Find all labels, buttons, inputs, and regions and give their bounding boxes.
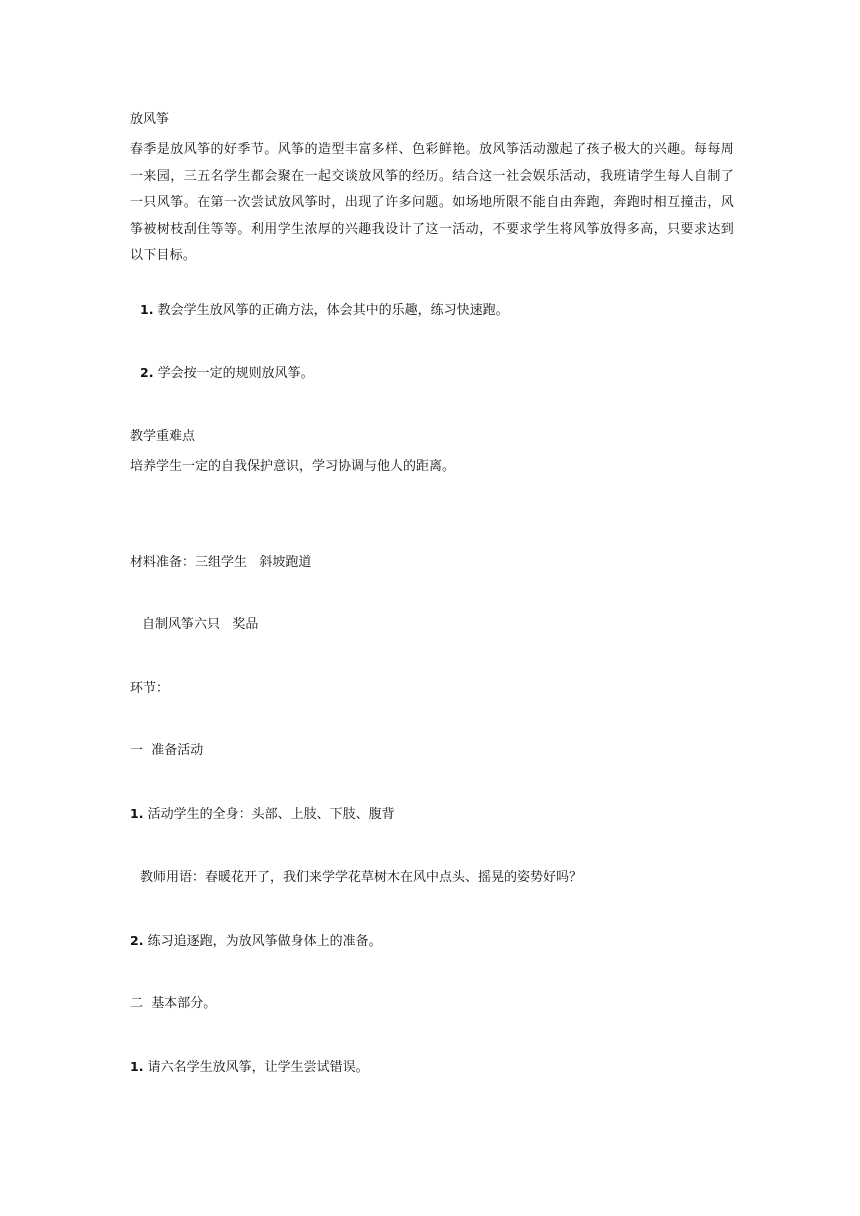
materials-line-2: 自制风筝六只 奖品 [142, 617, 259, 632]
section-2-heading: 二 基本部分。 [130, 996, 217, 1011]
intro-paragraph: 春季是放风筝的好季节。风筝的造型丰富多样、色彩鲜艳。放风筝活动激起了孩子极大的兴趣。每每周一来园，三五名学生都会聚在一起交谈放风筝的经历。结合这一社会娱乐活动，我班请学生每人自制了一只风筝。在第一次尝试放风筝时，出现了许多问题。如场地所限不能自由奔跑，奔跑时相互撞击，风筝被树枝刮住等等。利用学生浓厚的兴趣我设计了这一活动，不要求学生将风筝放得多高，只要求达到以下目标。 [130, 142, 734, 263]
section-1-heading: 一 准备活动 [130, 743, 204, 758]
goal-text: 学会按一定的规则放风筝。 [157, 366, 314, 381]
teacher-speech: 教师用语：春暖花开了，我们来学学花草树木在风中点头、摇晃的姿势好吗？ [140, 870, 583, 885]
item-number: 2. [130, 933, 144, 948]
item-number: 1. [130, 1059, 144, 1074]
goal-item-2 [140, 365, 314, 382]
item-number: 1. [130, 806, 144, 821]
item-text: 练习追逐跑，为放风筝做身体上的准备。 [147, 934, 382, 949]
goal-text: 教会学生放风筝的正确方法，体会其中的乐趣，练习快速跑。 [157, 303, 509, 318]
key-points-heading: 教学重难点 [130, 429, 196, 444]
section-2-item-1 [130, 1059, 369, 1076]
materials-line-1: 材料准备：三组学生 斜坡跑道 [130, 555, 312, 570]
item-text: 活动学生的全身：头部、上肢、下肢、腹背 [147, 807, 395, 822]
section-1-item-1 [130, 806, 395, 823]
goal-number: 1. [140, 302, 154, 317]
section-1-item-2 [130, 933, 382, 950]
goal-number: 2. [140, 365, 154, 380]
item-text: 请六名学生放风筝，让学生尝试错误。 [147, 1060, 369, 1075]
steps-heading: 环节： [130, 681, 170, 696]
key-points-text: 培养学生一定的自我保护意识，学习协调与他人的距离。 [130, 459, 456, 474]
goal-item-1 [140, 302, 509, 319]
document-title: 放风筝 [130, 112, 170, 127]
